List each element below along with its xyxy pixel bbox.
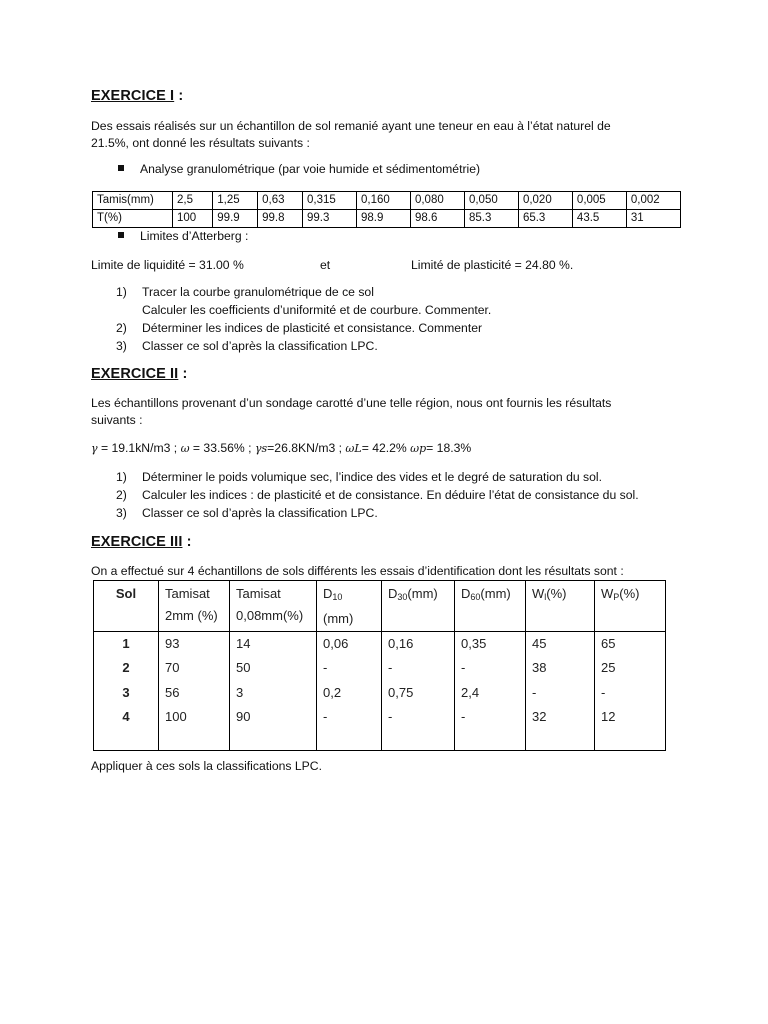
question-number: 3) <box>116 339 127 353</box>
question-2 <box>116 319 491 337</box>
cell-value: 65 <box>601 636 616 651</box>
question-number: 2) <box>116 321 127 335</box>
header-text: Sol <box>115 586 137 601</box>
gamma-symbol: γ <box>91 442 98 455</box>
sieve-cell: 0,080 <box>410 192 464 210</box>
passing-cell: 65.3 <box>518 210 572 228</box>
header-wl <box>526 581 595 632</box>
cell-value: - <box>461 660 466 676</box>
cell-value: - <box>323 660 328 676</box>
exercise-1-intro <box>91 118 611 152</box>
cell-value: 0,06 <box>323 636 349 651</box>
sieve-cell: 0,160 <box>356 192 410 210</box>
table-header-row <box>94 581 666 632</box>
header-text: 0,08mm(%) <box>236 608 304 623</box>
question-number: 3) <box>116 506 127 520</box>
liquid-limit: Limite de liquidité = 31.00 % <box>91 258 244 272</box>
omega-value: = 33.56% ; <box>189 441 255 455</box>
header-subscript: l <box>544 592 547 602</box>
header-text: 2mm (%) <box>165 608 218 623</box>
sieve-row <box>93 192 681 210</box>
header-text: D <box>323 586 333 601</box>
exercise-3-outro: Appliquer à ces sols la classifications LPC. <box>91 759 322 773</box>
exercise-1-title-text: EXERCICE I <box>91 88 175 104</box>
passing-cell: 99.3 <box>303 210 357 228</box>
exercise-3-title-text: EXERCICE III <box>91 534 183 550</box>
sieve-cell: 0,002 <box>626 192 680 210</box>
cell-sol: 2 <box>122 660 130 676</box>
cell-value: 12 <box>601 708 616 724</box>
question-text: Déterminer les indices de plasticité et consistance. Commenter <box>142 321 483 335</box>
exercise-3-title <box>91 534 192 550</box>
plastic-limit: Limité de plasticité = 24.80 %. <box>411 258 574 272</box>
header-subscript: P <box>613 592 620 602</box>
intro-line-2: 21.5%, ont donné les résultats suivants : <box>91 136 310 150</box>
cell-value: 90 <box>236 708 251 724</box>
header-d30 <box>382 581 455 632</box>
cell-sol: 4 <box>122 708 130 724</box>
sieve-cell: 0,63 <box>258 192 303 210</box>
cell-value: 0,35 <box>461 636 487 651</box>
question-text: Classer ce sol d’après la classification LPC. <box>142 339 378 353</box>
cell-value: - <box>532 684 537 700</box>
question-number: 2) <box>116 488 127 502</box>
passing-cell: 85.3 <box>464 210 518 228</box>
bullet-label: Analyse granulométrique (par voie humide et sédimentométrie) <box>140 162 481 176</box>
title-colon: : <box>178 366 188 382</box>
header-text: (%) <box>546 586 567 601</box>
cell-sol: 1 <box>122 636 130 651</box>
cell-value: - <box>388 660 393 676</box>
sieve-cell: 2,5 <box>173 192 213 210</box>
header-text: (%) <box>619 586 640 601</box>
bullet-granulometry <box>118 162 480 176</box>
exercise-2-title-text: EXERCICE II <box>91 366 179 382</box>
question-text: Tracer la courbe granulométrique de ce sol <box>142 285 374 299</box>
question-text: Déterminer le poids volumique sec, l’indice des vides et le degré de saturation du sol. <box>142 470 602 484</box>
passing-header: T(%) <box>93 210 173 228</box>
passing-cell: 100 <box>173 210 213 228</box>
passing-cell: 43.5 <box>572 210 626 228</box>
cell-value: 56 <box>165 684 180 700</box>
cell-value: 0,75 <box>388 684 414 700</box>
column-tamisat-2mm <box>159 632 230 751</box>
header-d60 <box>455 581 526 632</box>
exercise-1-questions <box>116 283 491 355</box>
header-text: (mm) <box>323 611 354 626</box>
header-text: W <box>601 586 614 601</box>
header-text: Tamisat <box>165 586 210 601</box>
header-tamisat-2mm <box>159 581 230 632</box>
cell-value: 50 <box>236 660 251 676</box>
column-wl <box>526 632 595 751</box>
cell-value: - <box>461 708 466 724</box>
question-number: 1) <box>116 470 127 484</box>
header-tamisat-008mm <box>230 581 317 632</box>
question-3 <box>116 504 639 522</box>
column-sol <box>94 632 159 751</box>
cell-value: 14 <box>236 636 251 651</box>
header-d10 <box>317 581 382 632</box>
table-body-row <box>94 632 666 751</box>
sieve-cell: 0,050 <box>464 192 518 210</box>
title-colon: : <box>182 534 192 550</box>
exercise-2-questions <box>116 468 639 522</box>
intro-line-1: Les échantillons provenant d’un sondage carotté d’une telle région, nous ont fournis les résultats <box>91 396 612 410</box>
sieve-cell: 1,25 <box>213 192 258 210</box>
gamma-value: = 19.1kN/m3 ; <box>97 441 181 455</box>
passing-cell: 99.8 <box>258 210 303 228</box>
omega-l-value: = 42.2% <box>361 441 411 455</box>
column-d10 <box>317 632 382 751</box>
cell-sol: 3 <box>122 684 130 700</box>
passing-cell: 98.9 <box>356 210 410 228</box>
column-d60 <box>455 632 526 751</box>
header-text: (mm) <box>480 586 511 601</box>
header-text: D <box>461 586 471 601</box>
cell-value: 45 <box>532 636 547 651</box>
cell-value: 2,4 <box>461 684 480 700</box>
header-text: Tamisat <box>236 586 281 601</box>
cell-value: 70 <box>165 660 180 676</box>
cell-value: - <box>601 684 606 700</box>
intro-line-1: Des essais réalisés sur un échantillon de sol remanié ayant une teneur en eau à l’état naturel de <box>91 119 611 133</box>
omega-symbol: ω <box>180 442 190 455</box>
cell-value: 38 <box>532 660 547 676</box>
header-subscript: 60 <box>470 592 481 602</box>
gamma-s-symbol: γs <box>254 442 268 455</box>
question-2 <box>116 486 639 504</box>
exercise-1-title <box>91 88 183 104</box>
passing-cell: 98.6 <box>410 210 464 228</box>
cell-value: - <box>323 708 328 724</box>
cell-value: 93 <box>165 636 180 651</box>
sieve-header: Tamis(mm) <box>93 192 173 210</box>
question-1 <box>116 468 639 486</box>
column-tamisat-008mm <box>230 632 317 751</box>
granulometry-table <box>92 191 681 228</box>
omega-p-symbol: ωp <box>410 442 427 455</box>
cell-value: 32 <box>532 708 547 724</box>
soil-parameters <box>91 440 471 457</box>
header-text: (mm) <box>407 586 438 601</box>
bullet-label: Limites d’Atterberg : <box>140 229 249 243</box>
cell-value: - <box>388 708 393 724</box>
cell-value: 3 <box>236 684 244 700</box>
column-d30 <box>382 632 455 751</box>
exercise-2-intro <box>91 395 611 429</box>
passing-row <box>93 210 681 228</box>
sieve-cell: 0,315 <box>303 192 357 210</box>
header-sol <box>94 581 159 632</box>
omega-l-symbol: ωL <box>345 442 362 455</box>
question-3 <box>116 337 491 355</box>
soil-identification-table <box>93 580 666 751</box>
question-text: Calculer les indices : de plasticité et de consistance. En déduire l’état de consistance du sol. <box>142 488 639 502</box>
bullet-atterberg <box>118 229 248 243</box>
sieve-cell: 0,005 <box>572 192 626 210</box>
column-wp <box>595 632 666 751</box>
gamma-s-value: =26.8KN/m3 ; <box>267 441 346 455</box>
question-number: 1) <box>116 285 127 299</box>
omega-p-value: = 18.3% <box>426 441 472 455</box>
exercise-2-title <box>91 366 187 382</box>
cell-value: 100 <box>165 708 187 724</box>
header-subscript: 10 <box>332 592 343 602</box>
passing-cell: 99.9 <box>213 210 258 228</box>
question-text: Classer ce sol d’après la classification LPC. <box>142 506 378 520</box>
sieve-cell: 0,020 <box>518 192 572 210</box>
question-1-continued: Calculer les coefficients d’uniformité et de courbure. Commenter. <box>142 303 492 317</box>
bullet-mark <box>118 165 124 171</box>
title-colon: : <box>174 88 184 104</box>
exercise-3-intro: On a effectué sur 4 échantillons de sols différents les essais d’identification dont les résultats sont : <box>91 564 624 578</box>
bullet-mark <box>118 232 124 238</box>
header-wp <box>595 581 666 632</box>
cell-value: 0,16 <box>388 636 414 651</box>
header-subscript: 30 <box>397 592 408 602</box>
intro-line-2: suivants : <box>91 413 143 427</box>
header-text: D <box>388 586 398 601</box>
header-text: W <box>532 586 545 601</box>
cell-value: 25 <box>601 660 616 676</box>
cell-value: 0,2 <box>323 684 342 700</box>
conjunction-et: et <box>320 258 331 272</box>
passing-cell: 31 <box>626 210 680 228</box>
question-1 <box>116 283 491 301</box>
